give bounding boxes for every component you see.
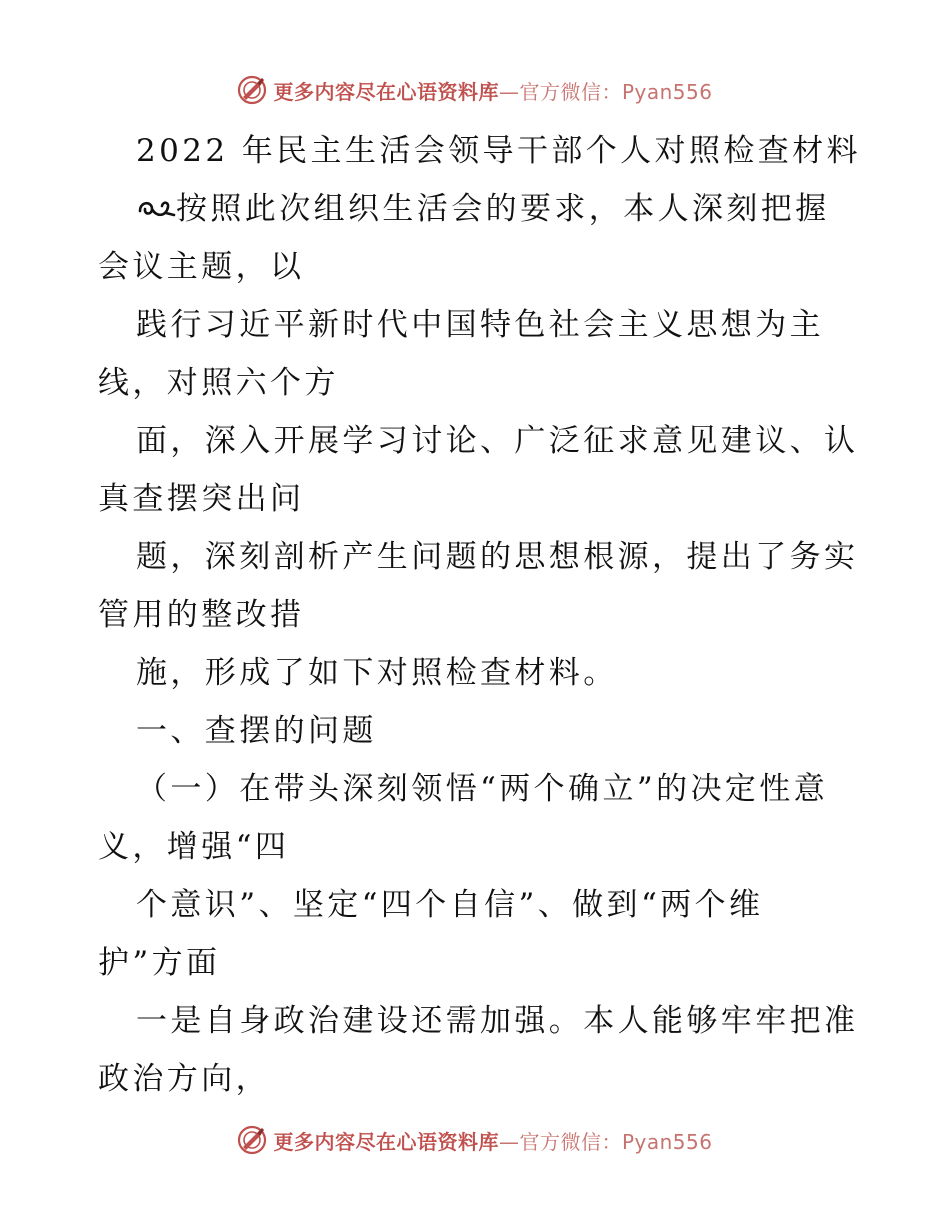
paragraph-line: 按照此次组织生活会的要求，本人深刻把握 — [98, 180, 858, 238]
paragraph-line: 施，形成了如下对照检查材料。 — [136, 655, 618, 691]
watermark-brand: 更多内容尽在心语资料库 — [273, 1129, 499, 1154]
seal-logo-icon — [237, 1125, 267, 1155]
scroll-ornament-icon — [136, 193, 176, 223]
document-body — [98, 122, 861, 1108]
watermark-footer — [0, 1120, 950, 1160]
document-title: 2022 年民主生活会领导干部个人对照检查材料 — [136, 133, 861, 169]
paragraph-line: 管用的整改措 — [98, 597, 305, 633]
paragraph-line: 面，深入开展学习讨论、广泛征求意见建议、认 — [136, 423, 859, 459]
watermark-contact: —官方微信：Pyan556 — [498, 79, 713, 104]
subsection-heading: （一）在带头深刻领悟“两个确立”的决定性意 — [136, 771, 829, 807]
paragraph-line: 护”方面 — [98, 945, 221, 981]
paragraph-line: 践行习近平新时代中国特色社会主义思想为主 — [136, 307, 824, 343]
watermark-contact: —官方微信：Pyan556 — [498, 1129, 713, 1154]
paragraph-line: 一是自身政治建设还需加强。本人能够牢牢把准 — [136, 1003, 859, 1039]
paragraph-line: 义，增强“四 — [98, 829, 290, 865]
watermark-header — [0, 70, 950, 110]
section-heading: 一、查摆的问题 — [136, 713, 377, 749]
paragraph-line: 个意识”、坚定“四个自信”、做到“两个维 — [136, 887, 764, 923]
seal-logo-icon — [237, 75, 267, 105]
watermark-brand: 更多内容尽在心语资料库 — [273, 79, 499, 104]
paragraph-line: 题，深刻剖析产生问题的思想根源，提出了务实 — [136, 539, 859, 575]
paragraph-line: 真查摆突出问 — [98, 481, 305, 517]
paragraph-line: 政治方向， — [98, 1061, 270, 1097]
paragraph-line: 会议主题，以 — [98, 249, 305, 285]
paragraph-line: 线，对照六个方 — [98, 365, 339, 401]
